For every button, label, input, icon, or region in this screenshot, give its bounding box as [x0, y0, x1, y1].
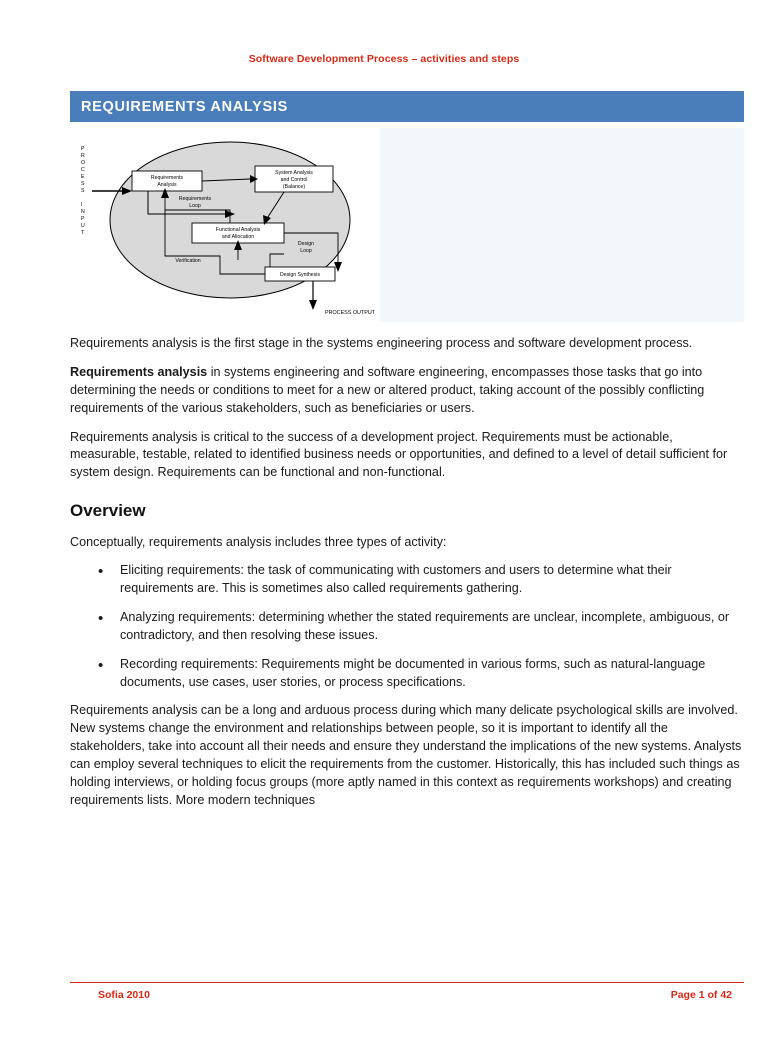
paragraph-intro: Requirements analysis is the first stage in the systems engineering process and software development process. — [70, 336, 693, 350]
list-item: • Recording requirements: Requirements might be documented in various forms, such as natural-language documents, use cases, user stories, or process specifications. — [98, 656, 744, 692]
section-banner — [70, 91, 744, 122]
svg-text:Requirements: Requirements — [178, 196, 212, 202]
svg-text:Functional Analysis: Functional Analysis — [215, 227, 261, 233]
svg-text:System Analysis: System Analysis — [275, 170, 313, 176]
paragraph-criticality: Requirements analysis is critical to the success of a development project. Requirements must be actionable, measurable, testable, related to identified business needs or opportunities, and defined to a level of detail sufficient for system design. Requirements can be functional and non-functional. — [70, 429, 728, 480]
svg-text:N: N — [81, 209, 85, 215]
definition-lead: Requirements analysis — [70, 364, 208, 379]
svg-text:Loop: Loop — [300, 248, 312, 254]
svg-text:Loop: Loop — [189, 203, 201, 209]
svg-text:T: T — [81, 230, 85, 236]
svg-text:Verification: Verification — [175, 258, 201, 264]
svg-text:S: S — [81, 181, 85, 187]
svg-text:(Balance): (Balance) — [282, 184, 306, 190]
systems-engineering-diagram — [70, 128, 380, 322]
svg-text:I: I — [81, 202, 83, 208]
svg-text:Design: Design — [297, 241, 315, 247]
svg-text:Analysis: Analysis — [157, 182, 177, 188]
svg-text:E: E — [81, 174, 85, 180]
page-footer — [70, 982, 744, 1001]
svg-text:P: P — [81, 216, 85, 222]
diagram-svg — [70, 128, 380, 322]
svg-text:and Allocation: and Allocation — [221, 234, 255, 240]
svg-text:and Control: and Control — [280, 177, 308, 183]
footer-page-number: Page 1 of 42 — [670, 989, 732, 1001]
svg-text:R: R — [81, 153, 85, 159]
list-item: • Eliciting requirements: the task of communicating with customers and users to determine what their requirements are. This is sometimes also called requirements gathering. — [98, 562, 744, 598]
document-body — [70, 335, 744, 810]
definition-rest: in systems engineering and software engineering, encompasses those tasks that go into determining the needs or conditions to meet for a new or altered product, taking account of the possibly conflicting requirements of the various stakeholders, such as beneficiaries or users. — [70, 364, 705, 415]
running-head: Software Development Process – activities and steps — [248, 53, 520, 65]
svg-text:O: O — [81, 160, 86, 166]
figure-output-label: PROCESS OUTPUT — [325, 310, 376, 316]
svg-text:P: P — [81, 146, 85, 152]
svg-text:U: U — [81, 223, 85, 229]
document-page — [0, 53, 768, 1047]
svg-text:S: S — [81, 188, 85, 194]
paragraph-definition — [70, 364, 744, 418]
footer-left: Sofia 2010 — [98, 989, 150, 1001]
svg-text:Requirements: Requirements — [150, 175, 184, 181]
svg-text:C: C — [81, 167, 85, 173]
banner-heading: REQUIREMENTS ANALYSIS — [81, 98, 288, 115]
svg-text:Design Synthesis: Design Synthesis — [279, 272, 321, 278]
section-heading-overview: Overview — [70, 501, 146, 521]
paragraph-overview-lead: Conceptually, requirements analysis includes three types of activity: — [70, 535, 447, 550]
figure-region — [70, 128, 744, 322]
list-item: • Analyzing requirements: determining whether the stated requirements are unclear, incomplete, ambiguous, or contradictory, and then resolving these issues. — [98, 609, 744, 645]
paragraph-process: Requirements analysis can be a long and arduous process during which many delicate psychological skills are involved. New systems change the environment and relationships between people, so it is important to identify all the stakeholders, take into account all their needs and ensure they understand the implications of the new systems. Analysts can employ several techniques to elicit the requirements from the customer. Historically, this has included such things as holding interviews, or holding focus groups (more aptly named in this context as requirements workshops) and creating requirements lists. More modern techniques — [70, 703, 742, 807]
activity-list — [70, 562, 744, 691]
